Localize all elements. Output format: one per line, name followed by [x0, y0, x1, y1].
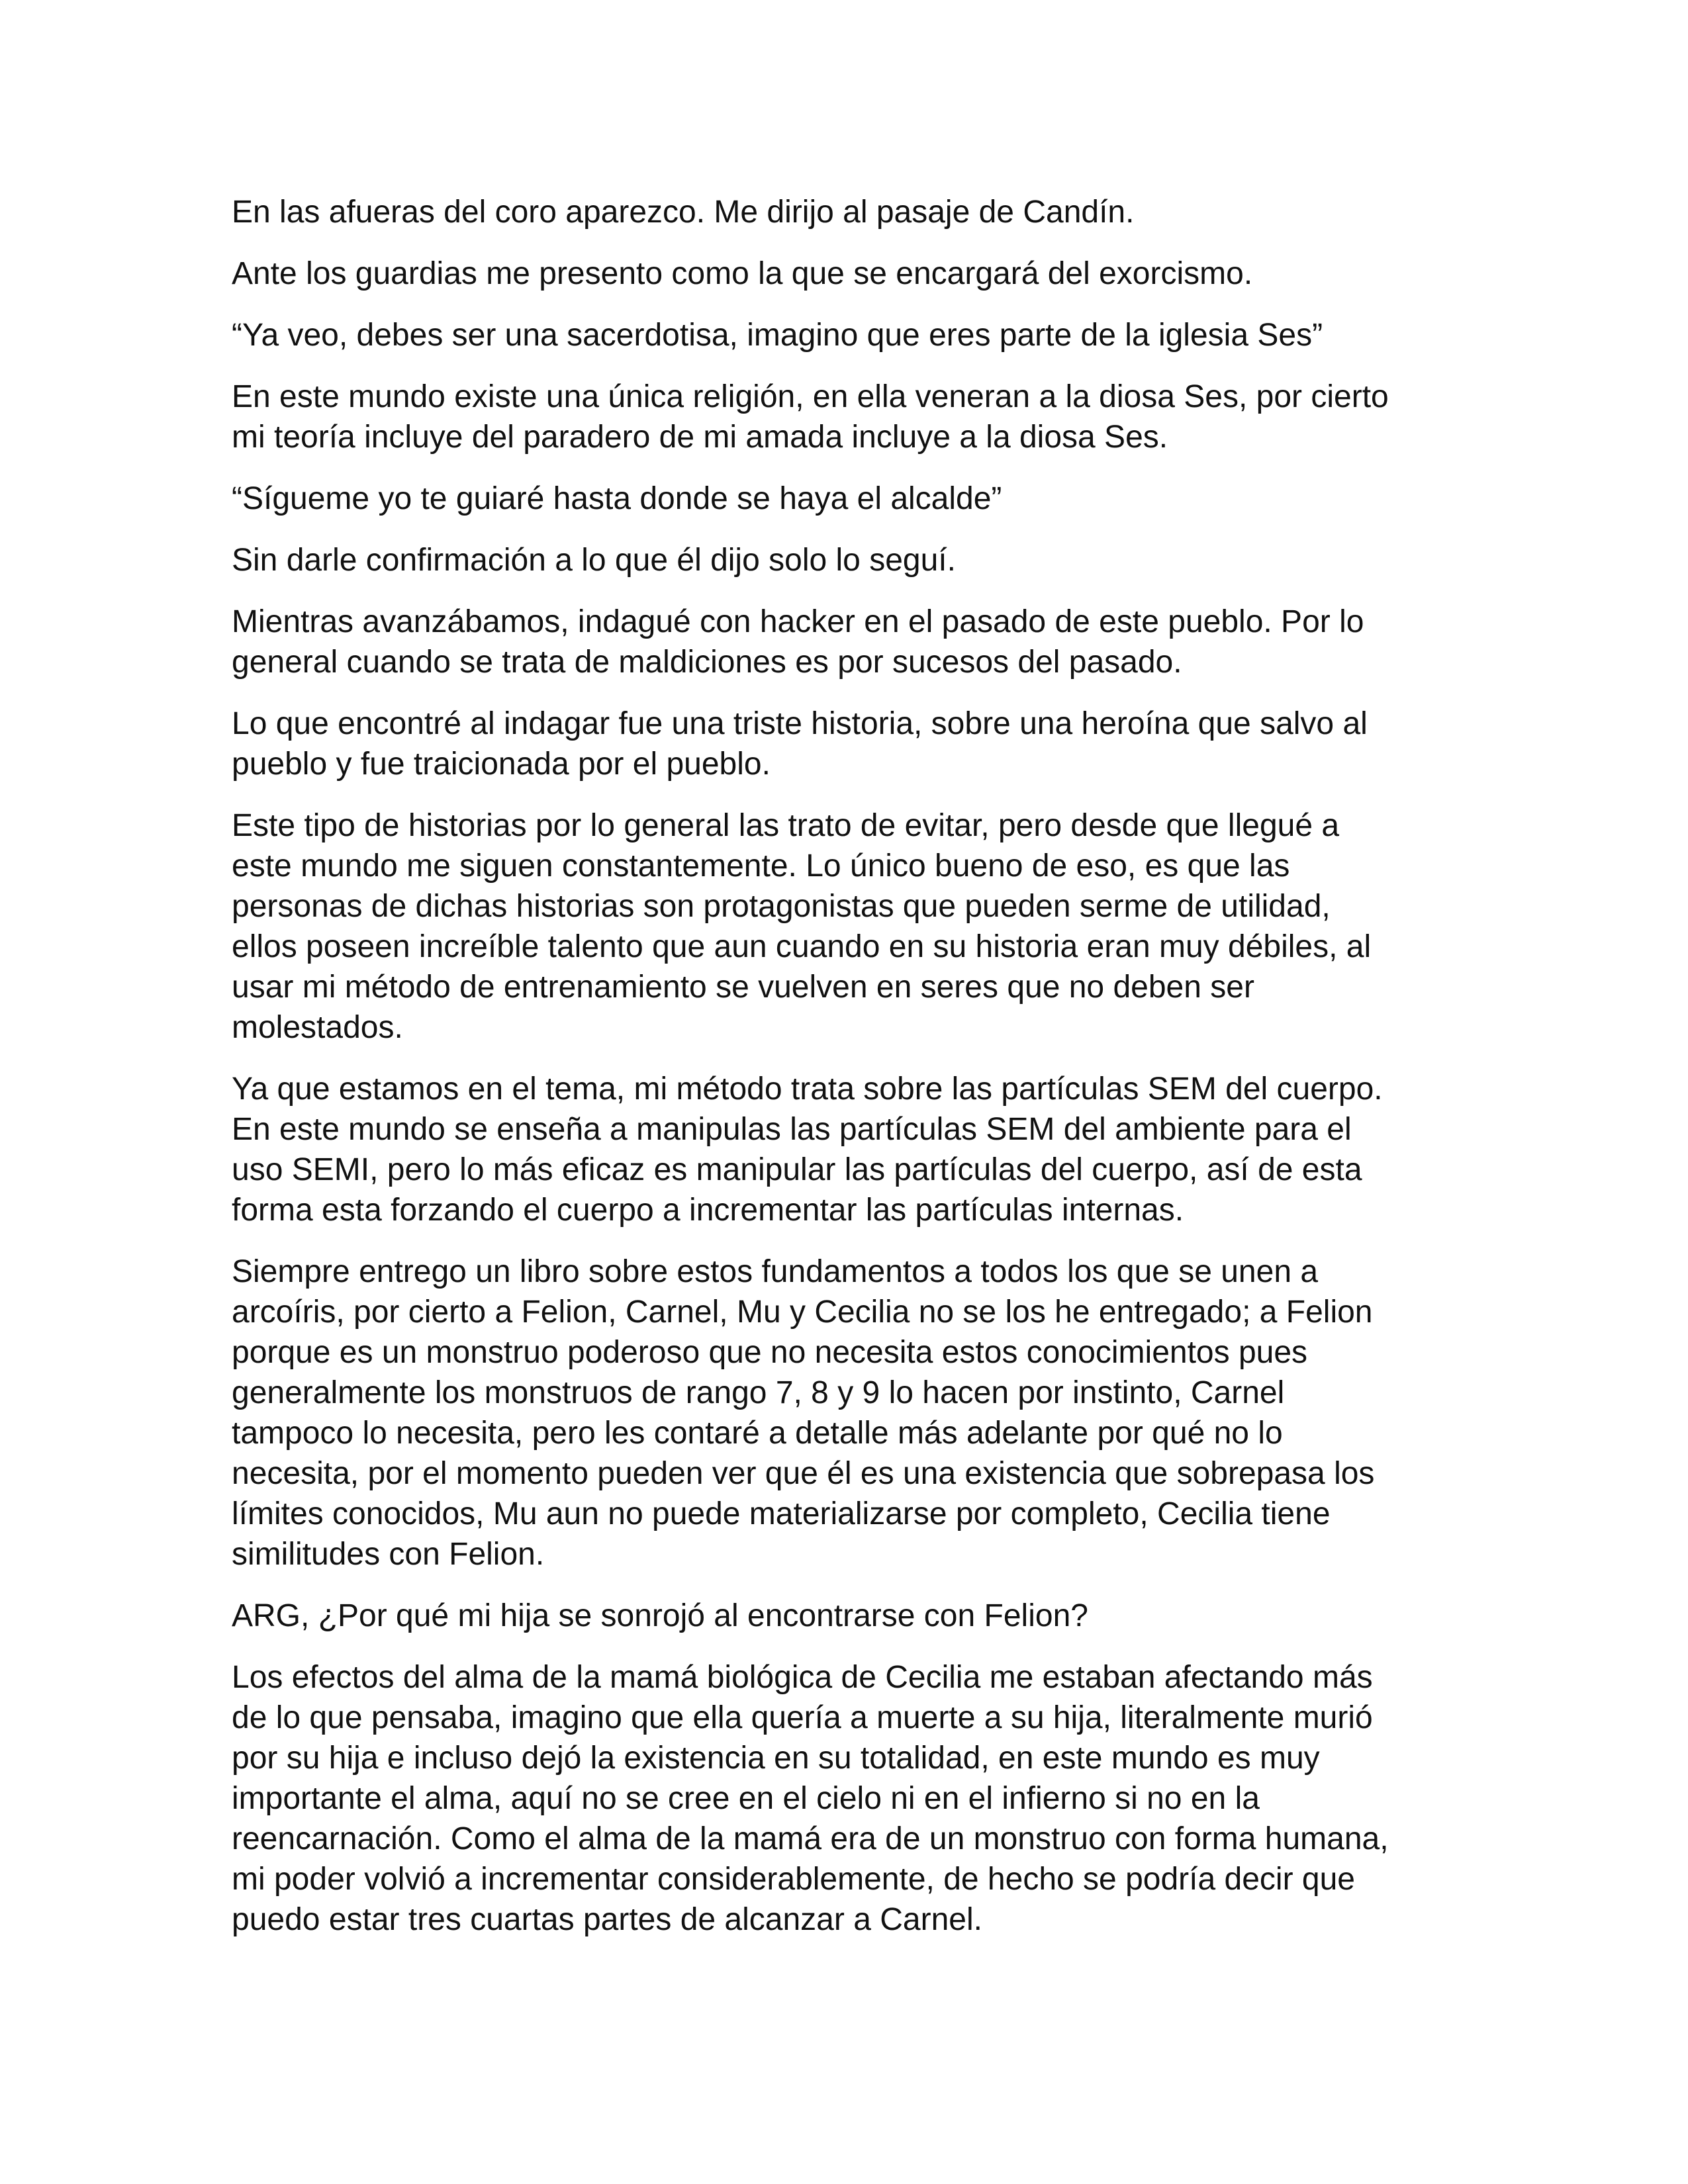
paragraph-9: Este tipo de historias por lo general las trato de evitar, pero desde que llegué a este mundo me siguen constantemente. Lo único bueno de eso, es que las personas de dichas historias son protagonistas que pueden serme de utilidad, ellos poseen increíble talento que aun cuando en su historia eran muy débiles, al usar mi método de entrenamiento se vuelven en seres que no deben ser molestados.	[232, 808, 1372, 1045]
paragraph-8: Lo que encontré al indagar fue una triste historia, sobre una heroína que salvo al pueblo y fue traicionada por el pueblo.	[232, 706, 1368, 782]
paragraph-6: Sin darle confirmación a lo que él dijo solo lo seguí.	[232, 543, 956, 578]
paragraph-5: “Sígueme yo te guiaré hasta donde se haya el alcalde”	[232, 481, 1002, 516]
paragraph-2: Ante los guardias me presento como la que se encargará del exorcismo.	[232, 256, 1253, 291]
paragraph-3: “Ya veo, debes ser una sacerdotisa, imagino que eres parte de la iglesia Ses”	[232, 318, 1323, 353]
paragraph-1: En las afueras del coro aparezco. Me dirijo al pasaje de Candín.	[232, 195, 1135, 230]
paragraph-11: Siempre entrego un libro sobre estos fundamentos a todos los que se unen a arcoíris, por cierto a Felion, Carnel, Mu y Cecilia no se los he entregado; a Felion porque es un monstruo poderoso que no necesita estos conocimientos pues generalmente los monstruos de rango 7, 8 y 9 lo hacen por instinto, Carnel tampoco lo necesita, pero les contaré a detalle más adelante por qué no lo necesita, por el momento pueden ver que él es una existencia que sobrepasa los límites conocidos, Mu aun no puede materializarse por completo, Cecilia tiene similitudes con Felion.	[232, 1254, 1375, 1572]
document-page	[232, 192, 1450, 1961]
paragraph-7: Mientras avanzábamos, indagué con hacker en el pasado de este pueblo. Por lo general cuando se trata de maldiciones es por sucesos del pasado.	[232, 604, 1364, 680]
paragraph-10: Ya que estamos en el tema, mi método trata sobre las partículas SEM del cuerpo. En este mundo se enseña a manipulas las partículas SEM del ambiente para el uso SEMI, pero lo más eficaz es manipular las partículas del cuerpo, así de esta forma esta forzando el cuerpo a incrementar las partículas internas.	[232, 1071, 1383, 1228]
paragraph-13: Los efectos del alma de la mamá biológica de Cecilia me estaban afectando más de lo que pensaba, imagino que ella quería a muerte a su hija, literalmente murió por su hija e incluso dejó la existencia en su totalidad, en este mundo es muy importante el alma, aquí no se cree en el cielo ni en el infierno si no en la reencarnación. Como el alma de la mamá era de un monstruo con forma humana, mi poder volvió a incrementar considerablemente, de hecho se podría decir que puedo estar tres cuartas partes de alcanzar a Carnel.	[232, 1660, 1389, 1937]
paragraph-4: En este mundo existe una única religión, en ella veneran a la diosa Ses, por cierto mi teoría incluye del paradero de mi amada incluye a la diosa Ses.	[232, 379, 1389, 455]
paragraph-12: ARG, ¿Por qué mi hija se sonrojó al encontrarse con Felion?	[232, 1598, 1088, 1633]
